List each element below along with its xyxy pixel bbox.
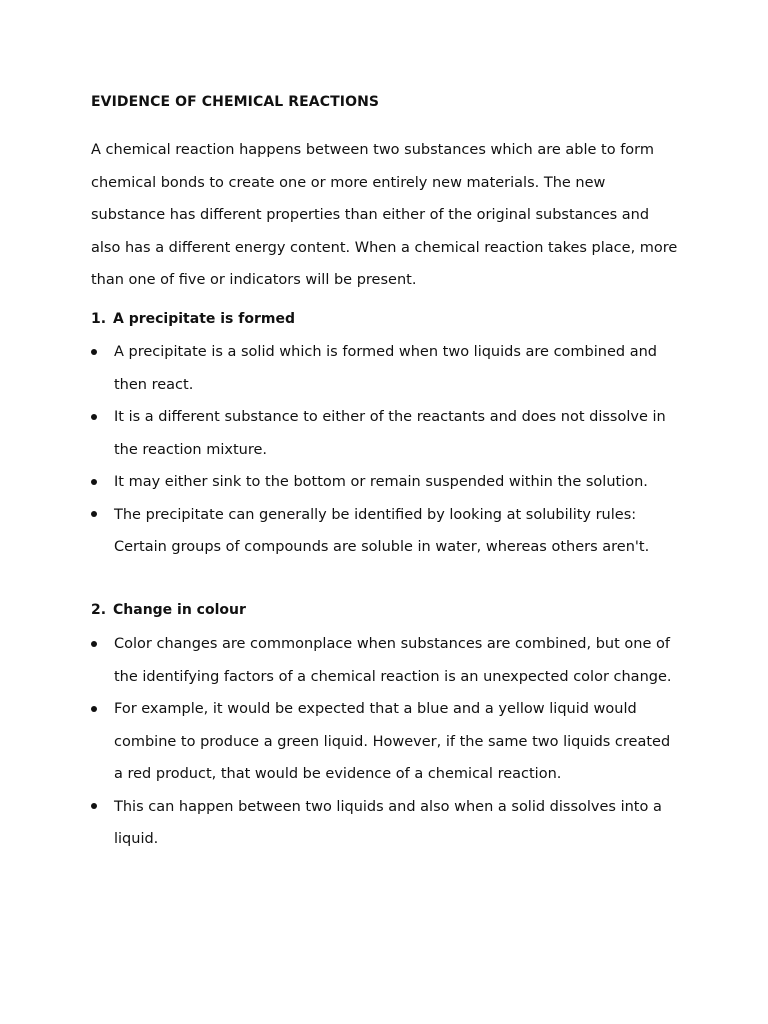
bullet-icon xyxy=(91,414,97,420)
bullet-icon xyxy=(91,706,97,712)
list-item xyxy=(91,336,681,401)
document-title: EVIDENCE OF CHEMICAL REACTIONS xyxy=(91,94,380,110)
list-item-text: For example, it would be expected that a blue and a yellow liquid would combine to produce a green liquid. However, if the same two liquids created a red product, that would be evidence of a chemical reaction. xyxy=(114,701,671,782)
list-item xyxy=(91,693,681,791)
bullet-list-precipitate xyxy=(91,336,681,564)
bullet-icon xyxy=(91,479,97,485)
list-item xyxy=(91,466,681,499)
bullet-icon xyxy=(91,641,97,647)
intro-paragraph: A chemical reaction happens between two substances which are able to form chemical bonds to create one or more entirely new materials. The new substance has different properties than either of the original substances and also has a different energy content. When a chemical reaction takes place, more than one of five or indicators will be present. xyxy=(91,142,678,288)
section-number: 1. xyxy=(91,311,107,327)
list-item-text: Color changes are commonplace when substances are combined, but one of the identifying factors of a chemical reaction is an unexpected color change. xyxy=(114,636,672,685)
list-item-text: It may either sink to the bottom or remain suspended within the solution. xyxy=(114,474,648,490)
section-title: A precipitate is formed xyxy=(113,311,295,327)
list-item-text: It is a different substance to either of the reactants and does not dissolve in the reaction mixture. xyxy=(114,409,666,458)
bullet-icon xyxy=(91,803,97,809)
list-item-text: This can happen between two liquids and also when a solid dissolves into a liquid. xyxy=(114,798,662,847)
section-number: 2. xyxy=(91,602,107,618)
section-heading-precipitate xyxy=(91,311,295,327)
section-title: Change in colour xyxy=(113,602,246,618)
list-item-text: The precipitate can generally be identified by looking at solubility rules: Certain groups of compounds are soluble in water, whereas others aren't. xyxy=(114,506,650,555)
section-heading-colour xyxy=(91,602,246,618)
list-item xyxy=(91,499,681,564)
list-item xyxy=(91,628,681,693)
bullet-list-colour xyxy=(91,628,681,856)
list-item xyxy=(91,791,681,856)
bullet-icon xyxy=(91,511,97,517)
list-item-text: A precipitate is a solid which is formed when two liquids are combined and then react. xyxy=(114,344,657,393)
bullet-icon xyxy=(91,349,97,355)
list-item xyxy=(91,401,681,466)
